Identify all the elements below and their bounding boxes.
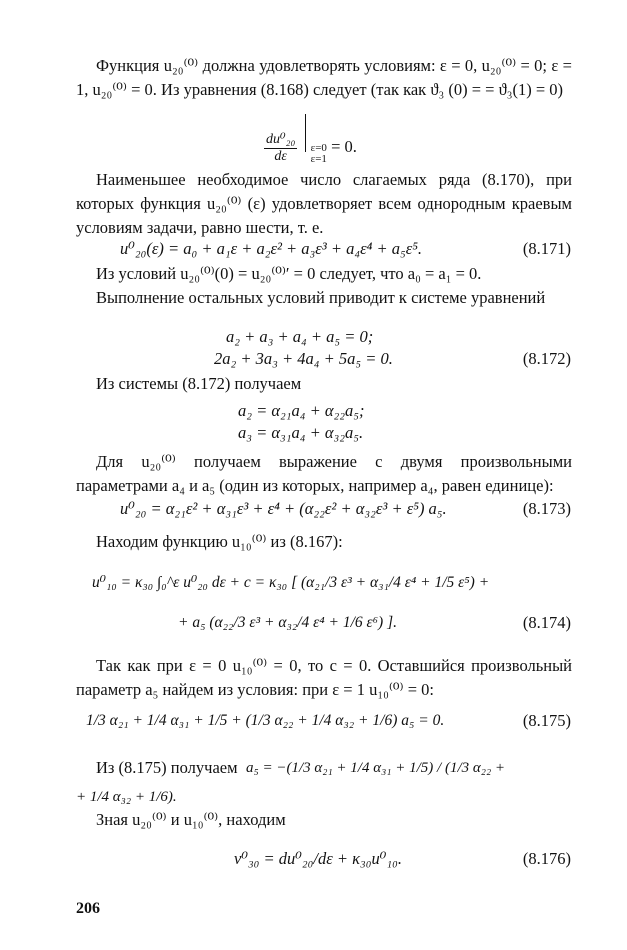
equation-8-176: v⁰₃₀ = du⁰₂₀/dε + κ₃₀u⁰₁₀. [234,849,402,868]
equation-8-172a: a₂ + a₃ + a₄ + a₅ = 0; [226,327,374,346]
fraction-du-de: $\frac{\text{du⁰₂₀}}{d\varepsilon}$ [266,131,296,164]
equation-8-175: 1/3 α₂₁ + 1/4 α₃₁ + 1/5 + (1/3 α₂₂ + 1/4 α₃₂ + 1/6) a₅ = 0. [86,712,445,729]
paragraph-from-system: Из системы (8.172) получаем [96,374,302,393]
paragraph-conditions: Функция u₂₀⁽⁰⁾ должна удовлетворять условиям: ε = 0, u₂₀⁽⁰⁾ = 0; ε = 1, u₂₀⁽⁰⁾ = 0. Из уравнения (8.168) следует (так как ϑ₃ (0) = = ϑ₃(1) = 0) [76,56,572,99]
paragraph-from-175: Из (8.175) получаем [96,758,238,777]
equation-number-8-176: (8.176) [522,849,571,868]
paragraph-system-intro: Выполнение остальных условий приводит к системе уравнений [96,288,546,307]
equation-8-172b: 2a₂ + 3a₃ + 4a₄ + 5a₅ = 0. [214,349,393,368]
equation-number-8-174: (8.174) [522,613,571,632]
equation-8-171: u⁰₂₀(ε) = a₀ + a₁ε + a₂ε² + a₃ε³ + a₄ε⁴ + a₅ε⁵. [120,239,423,258]
paragraph-c-zero: Так как при ε = 0 u₁₀⁽⁰⁾ = 0, то c = 0. Оставшийся произвольный параметр a₅ найдем из условия: при ε = 1 u₁₀⁽⁰⁾ = 0: [76,656,572,699]
page-number: 206 [76,900,100,917]
equation-a5-line1: a₅ = −(1/3 α₂₁ + 1/4 α₃₁ + 1/5) / (1/3 α₂₂ + [246,760,506,776]
equation-number-8-173: (8.173) [522,499,571,518]
equation-a2: a₂ = α₂₁a₄ + α₂₂a₅; [238,401,365,420]
paragraph-min-terms: Наименьшее необходимое число слагаемых ряда (8.170), при которых функция u₂₀⁽⁰⁾ (ε) удовлетворяет всем однородным краевым условиям задачи, равно шести, т. е. [76,170,572,237]
equation-number-8-172: (8.172) [522,349,571,368]
equation-number-8-175: (8.175) [522,711,571,730]
equation-number-8-171: (8.171) [522,239,571,258]
equation-8-174a: u⁰₁₀ = κ₃₀ ∫₀^ε u⁰₂₀ dε + c = κ₃₀ [ (α₂₁/3 ε³ + α₃₁/4 ε⁴ + 1/5 ε⁵) + [92,574,490,591]
equation-8-174b: + a₅ (α₂₂/3 ε³ + α₃₂/4 ε⁴ + 1/6 ε⁶) ]. [178,614,397,631]
paragraph-find-u10: Находим функцию u₁₀⁽⁰⁾ из (8.167): [96,532,343,551]
equation-boundary-derivative: $\frac{\text{du⁰₂₀}}{d\varepsilon}$ ε=0 ε=1 = 0. [262,122,357,165]
equation-8-173: u⁰₂₀ = α₂₁ε² + α₃₁ε³ + ε⁴ + (α₂₂ε² + α₃₂ε³ + ε⁵) a₅. [120,499,447,518]
paragraph-two-params: Для u₂₀⁽⁰⁾ получаем выражение с двумя произвольными параметрами a₄ и a₅ (один из которых, например a₄, равен единице): [76,452,572,495]
paragraph-initial-conditions: Из условий u₂₀⁽⁰⁾(0) = u₂₀⁽⁰⁾′ = 0 следует, что a₀ = a₁ = 0. [96,264,482,283]
equation-a5-line2: + 1/4 α₃₂ + 1/6). [76,789,177,805]
equation-a3: a₃ = α₃₁a₄ + α₃₂a₅. [238,423,364,442]
paragraph-knowing: Зная u₂₀⁽⁰⁾ и u₁₀⁽⁰⁾, находим [96,810,286,829]
